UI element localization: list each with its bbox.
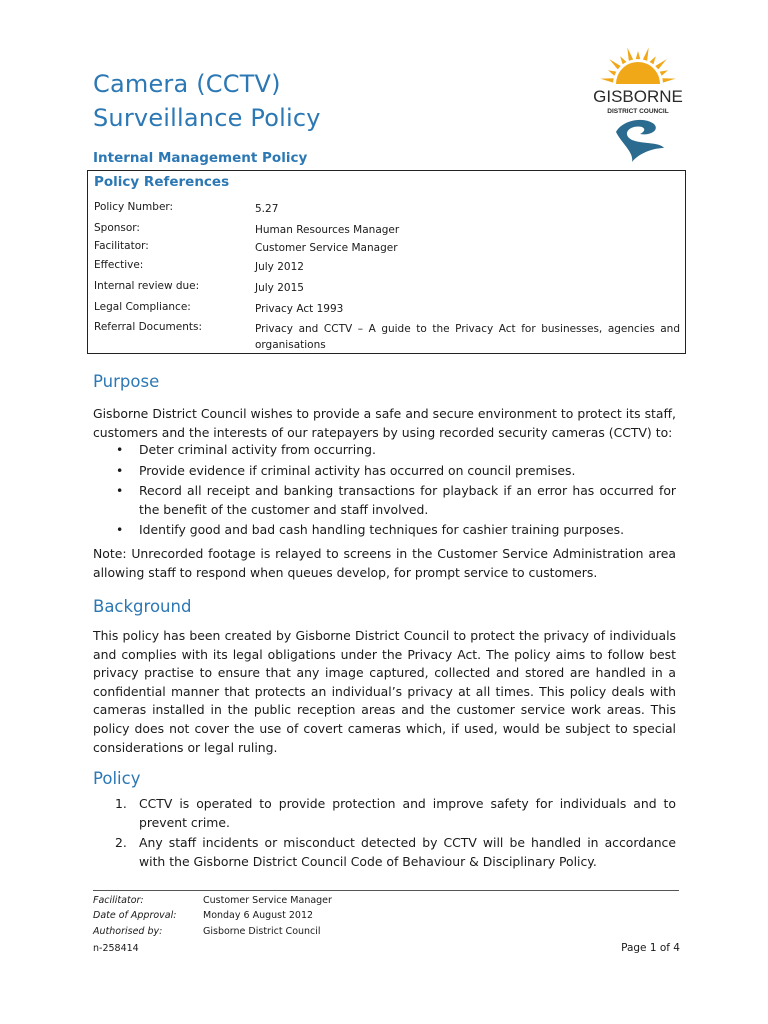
sun-ray-icon — [627, 48, 633, 61]
sun-ray-icon — [608, 70, 616, 75]
footer-label: Date of Approval: — [93, 910, 177, 921]
sun-ray-icon — [660, 70, 668, 75]
logo-name: GISBORNE — [593, 87, 683, 106]
document-id: n-258414 — [93, 943, 139, 954]
page-title-line-1: Camera (CCTV) — [93, 70, 281, 98]
logo-subtext: DISTRICT COUNCIL — [607, 108, 669, 115]
sun-ray-icon — [662, 78, 675, 82]
list-number: 2. — [115, 835, 127, 851]
policy-numbered-list — [93, 795, 676, 873]
purpose-bullet-list — [93, 441, 676, 542]
footer-divider — [93, 890, 679, 891]
list-item: 1. CCTV is operated to provide protection and improve safety for individuals and to prevent crime. — [115, 796, 676, 830]
purpose-intro: Gisborne District Council wishes to provide a safe and secure environment to protect its staff, customers and the interests of our ratepayers by using recorded security cameras (CCTV) to: — [93, 406, 676, 440]
reference-label: Policy Number: — [94, 201, 174, 213]
background-text: This policy has been created by Gisborne District Council to protect the privacy of individuals and complies with its legal obligations under the Privacy Act. The policy aims to follow best privacy practise to ensure that any image captured, collected and stored are handled in a confidential manner that protects an individual’s privacy at all times. This policy deals with cameras installed in the public reception areas and the customer service work areas. This policy does not cover the use of covert cameras which, if used, would be subject to special considerations or legal ruling. — [93, 628, 676, 755]
purpose-heading: Purpose — [93, 372, 160, 391]
page-title-line-2: Surveillance Policy — [93, 104, 321, 132]
footer-value: Gisborne District Council — [203, 926, 321, 937]
footer-label: Authorised by: — [93, 926, 163, 937]
reference-label: Referral Documents: — [94, 321, 202, 333]
sun-ray-icon — [609, 59, 620, 69]
footer-value: Customer Service Manager — [203, 895, 332, 906]
sun-ray-icon — [620, 56, 626, 64]
reference-label: Internal review due: — [94, 280, 200, 292]
reference-label: Effective: — [94, 259, 144, 271]
reference-value: Privacy Act 1993 — [255, 303, 344, 315]
gisborne-sun-icon — [588, 44, 688, 166]
policy-references-title: Policy References — [94, 174, 230, 190]
sun-ray-icon — [636, 51, 640, 59]
reference-value: Privacy and CCTV – A guide to the Privacy Act for businesses, agencies and organisations — [255, 323, 680, 351]
council-logo — [588, 44, 688, 166]
bullet-icon: • — [116, 442, 124, 457]
sun-ray-icon — [643, 48, 649, 61]
sun-ray-icon — [650, 56, 656, 64]
policy-references-box — [87, 170, 686, 354]
reference-value: July 2012 — [255, 261, 304, 273]
list-item: 2. Any staff incidents or misconduct detected by CCTV will be handled in accordance with the Gisborne District Council Code of Behaviour & Disciplinary Policy. — [115, 835, 676, 869]
footer-value: Monday 6 August 2012 — [203, 910, 314, 921]
bullet-icon: • — [116, 483, 124, 499]
bullet-icon: • — [116, 522, 124, 538]
list-number: 1. — [115, 796, 127, 811]
policy-heading: Policy — [93, 769, 141, 788]
reference-label: Sponsor: — [94, 222, 140, 234]
list-item: • Identify good and bad cash handling techniques for cashier training purposes. — [93, 521, 676, 540]
reference-label: Legal Compliance: — [94, 301, 191, 313]
sun-ray-icon — [600, 78, 613, 82]
reference-value: 5.27 — [255, 203, 279, 215]
reference-value: July 2015 — [255, 282, 304, 294]
list-item: • Deter criminal activity from occurring. — [93, 441, 676, 460]
reference-value: Customer Service Manager — [255, 242, 398, 254]
page-subtitle: Internal Management Policy — [93, 150, 308, 166]
footer-label: Facilitator: — [93, 895, 144, 906]
page-number: Page 1 of 4 — [621, 942, 680, 954]
reference-value: Human Resources Manager — [255, 224, 400, 236]
list-item: • Provide evidence if criminal activity has occurred on council premises. — [93, 462, 676, 481]
sun-ray-icon — [655, 59, 666, 69]
background-heading: Background — [93, 597, 192, 616]
bullet-icon: • — [116, 462, 124, 478]
purpose-note: Note: Unrecorded footage is relayed to screens in the Customer Service Administration area allowing staff to respond when queues develop, for prompt service to customers. — [93, 546, 676, 580]
reference-label: Facilitator: — [94, 240, 149, 252]
list-item: • Record all receipt and banking transactions for playback if an error has occurred for the benefit of the customer and staff involved. — [116, 483, 676, 517]
